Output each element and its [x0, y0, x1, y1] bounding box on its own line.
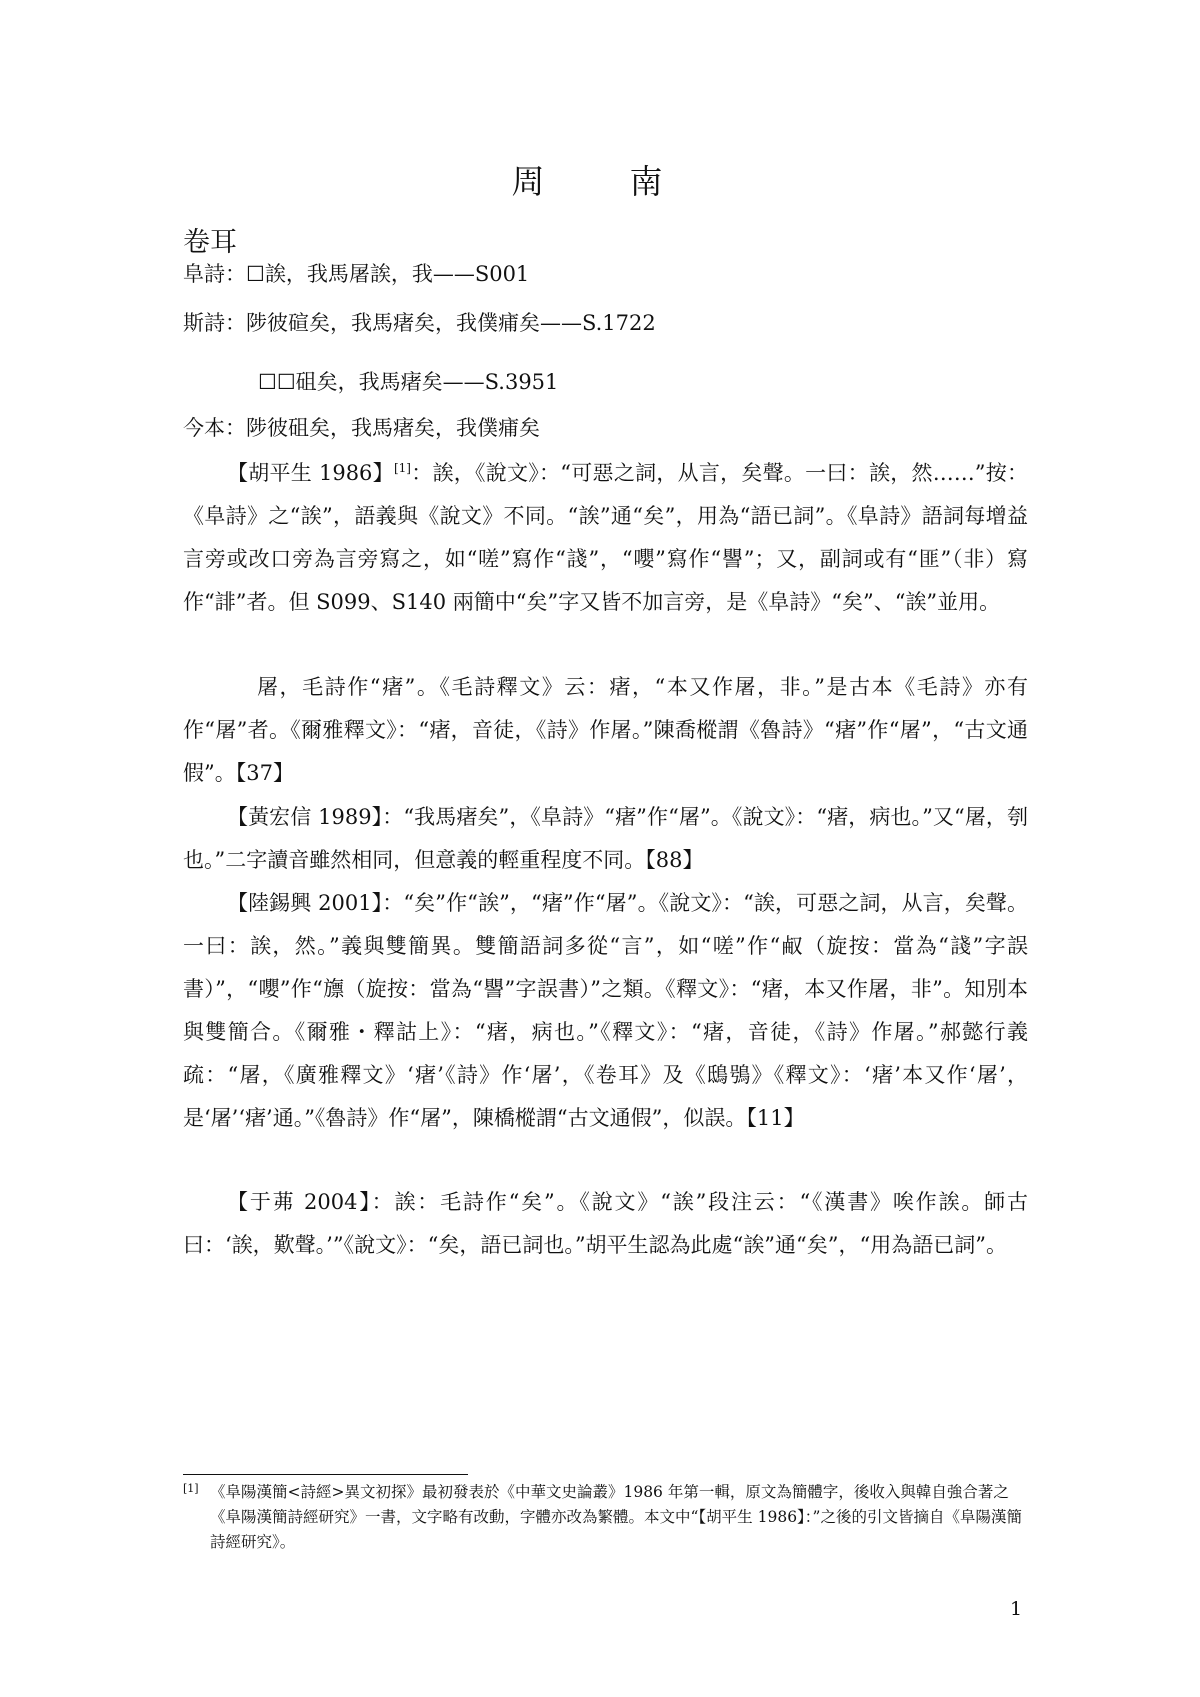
paragraph-tu [183, 666, 1028, 795]
footnote-ref: [1] [393, 461, 411, 475]
text-line-jin: 今本：陟彼砠矣，我馬瘏矣，我僕痡矣 [183, 416, 540, 440]
citation-source: 【胡平生 1986】 [227, 461, 394, 485]
paragraph-huang-1989 [183, 796, 1028, 882]
footnote-divider [183, 1474, 468, 1475]
text-line-fu: 阜詩：☐誒，我馬屠誒，我——S001 [183, 262, 530, 286]
paragraph-text: ：“矣”作“誒”，“瘏”作“屠”。《說文》：“誒，可惡之詞，从言，矣聲。一曰：誒，然。”義與雙簡異。雙簡語詞多從“言”，如“嗟”作“㕟（旋按：當為“諓”字誤書）”，“嚶”作“旚（旋按：當為“譻”字誤書）”之類。《釋文》：“瘏，本又作屠，非”。知別本與雙簡合。《爾雅・釋詁上》：“瘏，病也。”《釋文》：“瘏，音徒，《詩》作屠。”郝懿行義疏：“屠，《廣雅釋文》‘瘏’《詩》作‘屠’，《卷耳》及《鴟鴞》《釋文》：‘瘏’本又作‘屠’，是‘屠’‘瘏’通。”《魯詩》作“屠”，陳橋樅謂“古文通假”，似誤。【11】 [183, 891, 1028, 1130]
paragraph-text: 屠，毛詩作“瘏”。《毛詩釋文》云：瘏，“本又作屠，非。”是古本《毛詩》亦有作“屠”者。《爾雅釋文》：“瘏，音徒，《詩》作屠。”陳喬樅謂《魯詩》“瘏”作“屠”，“古文通假”。【37】 [183, 675, 1028, 785]
footnote-mark: [1] [183, 1482, 199, 1495]
section-heading: 卷耳 [183, 227, 237, 258]
page-title: 周 南 [511, 162, 689, 201]
text-line-si-2: ☐☐砠矣，我馬瘏矣——S.3951 [258, 370, 559, 394]
text-line-si-1: 斯詩：陟彼碹矣，我馬瘏矣，我僕痡矣——S.1722 [183, 311, 656, 335]
citation-source: 【黃宏信 1989】 [227, 805, 383, 829]
footnote [183, 1480, 1028, 1555]
citation-source: 【于茀 2004】 [227, 1190, 372, 1214]
page-number: 1 [1010, 1598, 1023, 1620]
paragraph-text: ：誒，《說文》：“可惡之詞，从言，矣聲。一曰：誒，然……”按：《阜詩》之“誒”，語義與《說文》不同。“誒”通“矣”，用為“語已詞”。《阜詩》語詞每增益言旁或改口旁為言旁寫之，如“嗟”寫作“諓”，“嚶”寫作“譻”；又，副詞或有“匪”（非）寫作“誹”者。但 S099、S140 兩簡中“矣”字又皆不加言旁，是《阜詩》“矣”、“誒”並用。 [183, 461, 1028, 614]
paragraph-lu-2001 [183, 882, 1028, 1140]
citation-source: 【陸錫興 2001】 [227, 891, 383, 915]
paragraph-text: ：誒：毛詩作“矣”。《說文》“誒”段注云：“《漢書》唉作誒。師古曰：‘誒，歎聲。’”《說文》：“矣，語已詞也。”胡平生認為此處“誒”通“矣”，“用為語已詞”。 [183, 1190, 1028, 1257]
footnote-text: 《阜陽漢簡<詩經>異文初探》最初發表於《中華文史論叢》1986 年第一輯，原文為簡體字，後收入與韓自強合著之《阜陽漢簡詩經研究》一書，文字略有改動，字體亦改為繁體。本文中“【胡平生 1986】：”之後的引文皆摘自《阜陽漢簡詩經研究》。 [210, 1483, 1022, 1551]
paragraph-text: ：“我馬瘏矣”，《阜詩》“瘏”作“屠”。《說文》：“瘏，病也。”又“屠，刳也。”二字讀音雖然相同，但意義的輕重程度不同。【88】 [183, 805, 1028, 872]
paragraph-hu-1986 [183, 452, 1028, 624]
paragraph-yu-2004 [183, 1181, 1028, 1267]
